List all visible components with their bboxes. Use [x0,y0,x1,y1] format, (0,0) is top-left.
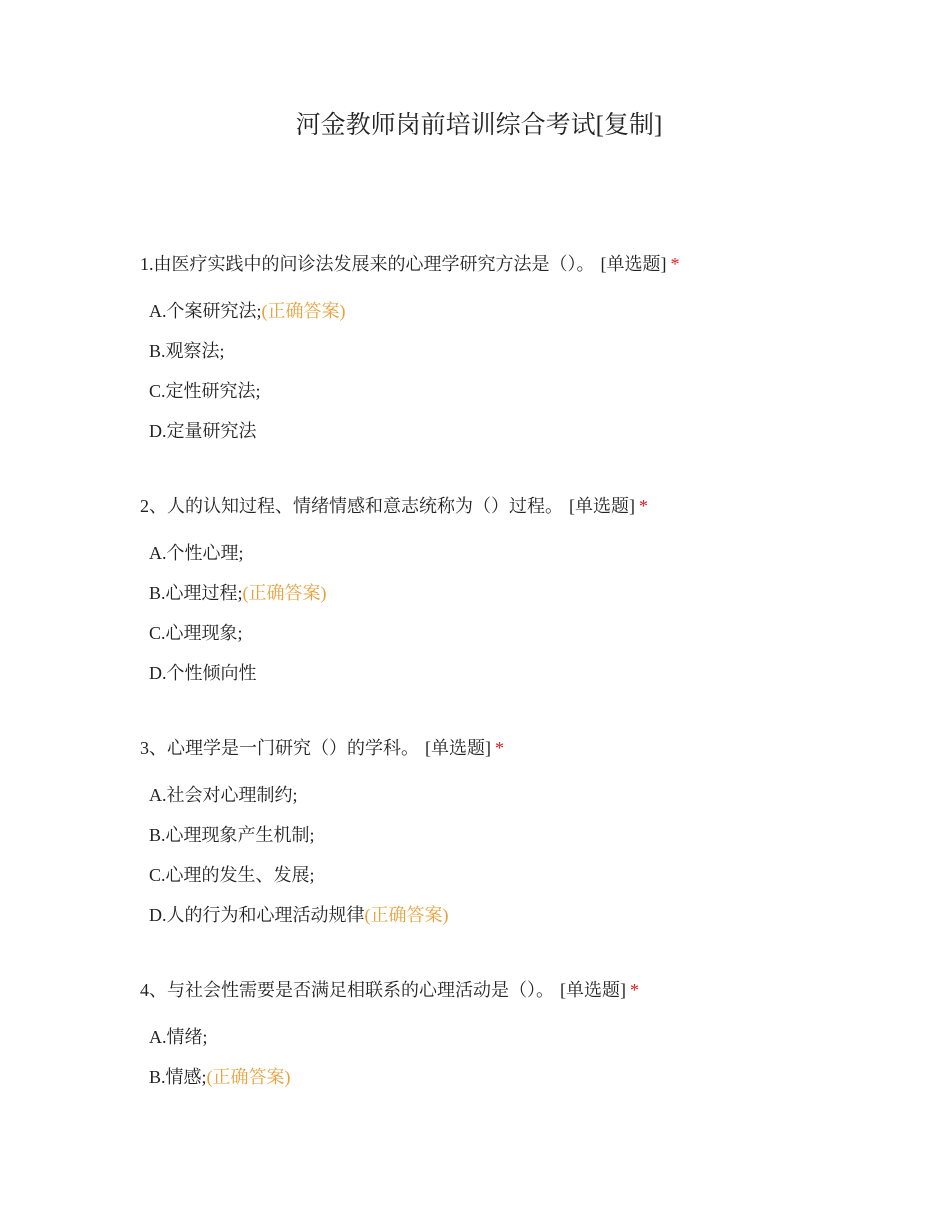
question-1 [140,251,900,458]
question-text: 3、心理学是一门研究（）的学科。 [140,738,419,758]
correct-answer-label: (正确答案) [242,583,327,603]
question-type-label: [单选题] [600,254,667,274]
correct-answer-label: (正确答案) [261,301,346,321]
option-list [140,540,900,700]
option-text: D.定量研究法 [149,421,257,441]
question-text: 2、人的认知过程、情绪情感和意志统称为（）过程。 [140,496,563,516]
option-list [140,298,900,458]
option-b [149,1064,900,1104]
question-text: 4、与社会性需要是否满足相联系的心理活动是（）。 [140,980,554,1000]
required-mark: * [670,254,680,274]
option-text: B.心理现象产生机制; [149,825,315,845]
option-text: A.个性心理; [149,543,244,563]
correct-answer-label: (正确答案) [364,905,449,925]
question-text: 1.由医疗实践中的问诊法发展来的心理学研究方法是（）。 [140,254,595,274]
option-d [149,418,900,458]
option-b [149,580,900,620]
option-b [149,338,900,378]
option-a [149,782,900,822]
option-text: D.个性倾向性 [149,663,257,683]
option-d [149,902,900,942]
option-text: B.观察法; [149,341,225,361]
option-text: C.心理的发生、发展; [149,865,315,885]
option-list [140,782,900,942]
question-4 [140,977,900,1104]
option-c [149,620,900,660]
option-c [149,378,900,418]
page-title: 河金教师岗前培训综合考试[复制] [295,112,663,139]
option-list [140,1024,900,1104]
question-stem [140,735,900,761]
question-2 [140,493,900,700]
option-c [149,862,900,902]
option-a [149,540,900,580]
question-3 [140,735,900,942]
correct-answer-label: (正确答案) [206,1067,291,1087]
option-text: B.情感; [149,1067,207,1087]
required-mark: * [630,980,639,1000]
question-stem [140,493,900,519]
question-stem [140,251,900,277]
option-b [149,822,900,862]
option-a [149,298,900,338]
question-type-label: [单选题] [560,980,626,1000]
option-a [149,1024,900,1064]
question-type-label: [单选题] [569,496,635,516]
required-mark: * [639,496,648,516]
option-text: A.情绪; [149,1027,208,1047]
option-text: B.心理过程; [149,583,243,603]
question-type-label: [单选题] [425,738,491,758]
question-stem [140,977,900,1003]
option-text: A.社会对心理制约; [149,785,298,805]
option-text: C.定性研究法; [149,381,261,401]
option-text: A.个案研究法; [149,301,262,321]
option-text: D.人的行为和心理活动规律 [149,905,365,925]
option-text: C.心理现象; [149,623,243,643]
required-mark: * [495,738,504,758]
option-d [149,660,900,700]
